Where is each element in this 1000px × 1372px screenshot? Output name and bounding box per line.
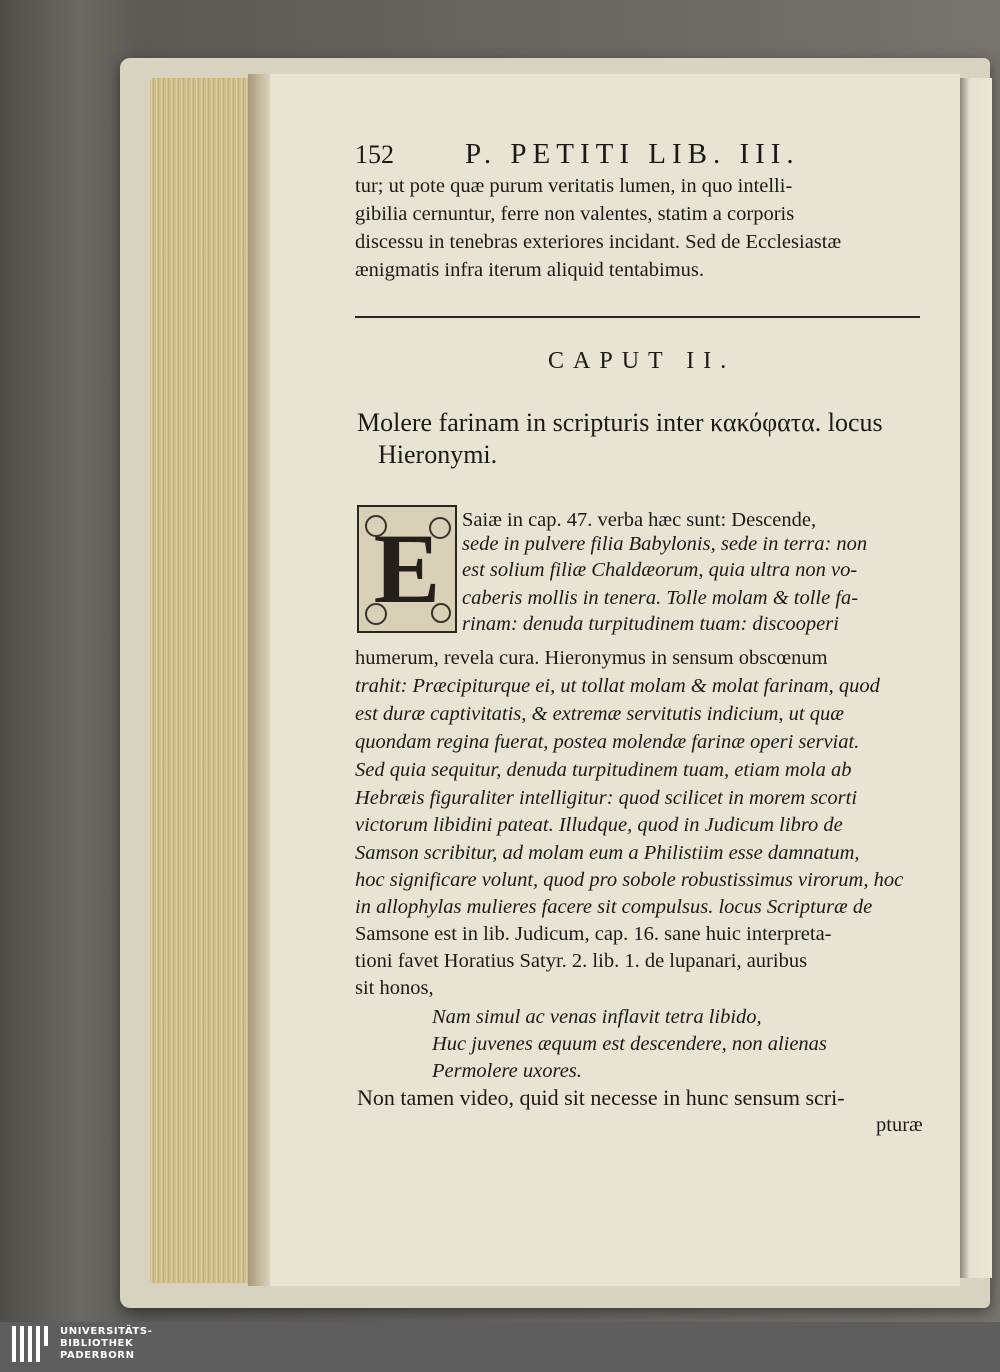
- library-name-line3: PADERBORN: [60, 1350, 135, 1361]
- verse-line: Huc juvenes æquum est descendere, non alienas: [432, 1033, 827, 1055]
- top-paragraph-line: ænigmatis infra iterum aliquid tentabimus.: [355, 259, 705, 281]
- body-line: trahit: Præcipiturque ei, ut tollat molam & molat farinam, quod: [355, 675, 880, 697]
- body-line: sit honos,: [355, 977, 434, 999]
- body-line: Saiæ in cap. 47. verba hæc sunt: Descende,: [462, 509, 817, 531]
- decorated-initial: [357, 505, 457, 633]
- library-logo-icon: [10, 1326, 54, 1368]
- page-number: 152: [355, 140, 394, 169]
- body-line: sede in pulvere filia Babylonis, sede in terra: non: [462, 533, 868, 555]
- body-line: victorum libidini pateat. Illudque, quod in Judicum libro de: [355, 814, 843, 836]
- body-line: humerum, revela cura. Hieronymus in sensum obscœnum: [355, 647, 828, 669]
- page-edges: [150, 78, 260, 1283]
- initial-letter: E: [373, 513, 441, 624]
- verse-line: Nam simul ac venas inflavit tetra libido,: [432, 1006, 762, 1028]
- body-line: quondam regina fuerat, postea molendæ farinæ operi serviat.: [355, 731, 860, 753]
- running-title: P. PETITI LIB. III.: [465, 138, 800, 170]
- verse-line: Permolere uxores.: [432, 1060, 582, 1082]
- body-line: in allophylas mulieres facere sit compulsus. locus Scripturæ de: [355, 896, 873, 918]
- library-name-line2: BIBLIOTHEK: [60, 1338, 134, 1349]
- chapter-subtitle-line1: Molere farinam in scripturis inter κακόφατα. locus: [357, 408, 883, 437]
- facing-page-edge: [960, 78, 992, 1278]
- body-line: rinam: denuda turpitudinem tuam: discooperi: [462, 613, 839, 635]
- body-line: est duræ captivitatis, & extremæ servitutis indicium, ut quæ: [355, 703, 844, 725]
- library-name-line1: UNIVERSITÄTS-: [60, 1326, 153, 1337]
- body-line: Samson scribitur, ad molam eum a Philistiim esse damnatum,: [355, 842, 860, 864]
- body-line: Samsone est in lib. Judicum, cap. 16. sane huic interpreta-: [355, 923, 832, 945]
- chapter-subtitle-line2: Hieronymi.: [378, 440, 498, 469]
- body-line: tioni favet Horatius Satyr. 2. lib. 1. de lupanari, auribus: [355, 950, 808, 972]
- catchword: pturæ: [876, 1114, 923, 1136]
- top-paragraph-line: gibilia cernuntur, ferre non valentes, statim a corporis: [355, 203, 795, 225]
- chapter-heading: CAPUT II.: [548, 348, 736, 374]
- library-name: [60, 1326, 152, 1362]
- body-line: est solium filiæ Chaldæorum, quia ultra non vo-: [462, 559, 858, 581]
- body-line: caberis mollis in tenera. Tolle molam & tolle fa-: [462, 587, 859, 609]
- body-line: Hebræis figuraliter intelligitur: quod scilicet in morem scorti: [355, 787, 858, 809]
- body-line: hoc significare volunt, quod pro sobole robustissimus virorum, hoc: [355, 869, 904, 891]
- section-rule: [355, 316, 920, 318]
- closing-line: Non tamen video, quid sit necesse in hunc sensum scri-: [357, 1085, 845, 1110]
- body-line: Sed quia sequitur, denuda turpitudinem tuam, etiam mola ab: [355, 759, 852, 781]
- top-paragraph-line: discessu in tenebras exteriores incidant. Sed de Ecclesiastæ: [355, 231, 842, 253]
- top-paragraph-line: tur; ut pote quæ purum veritatis lumen, in quo intelli-: [355, 175, 793, 197]
- page-gutter: [248, 74, 270, 1286]
